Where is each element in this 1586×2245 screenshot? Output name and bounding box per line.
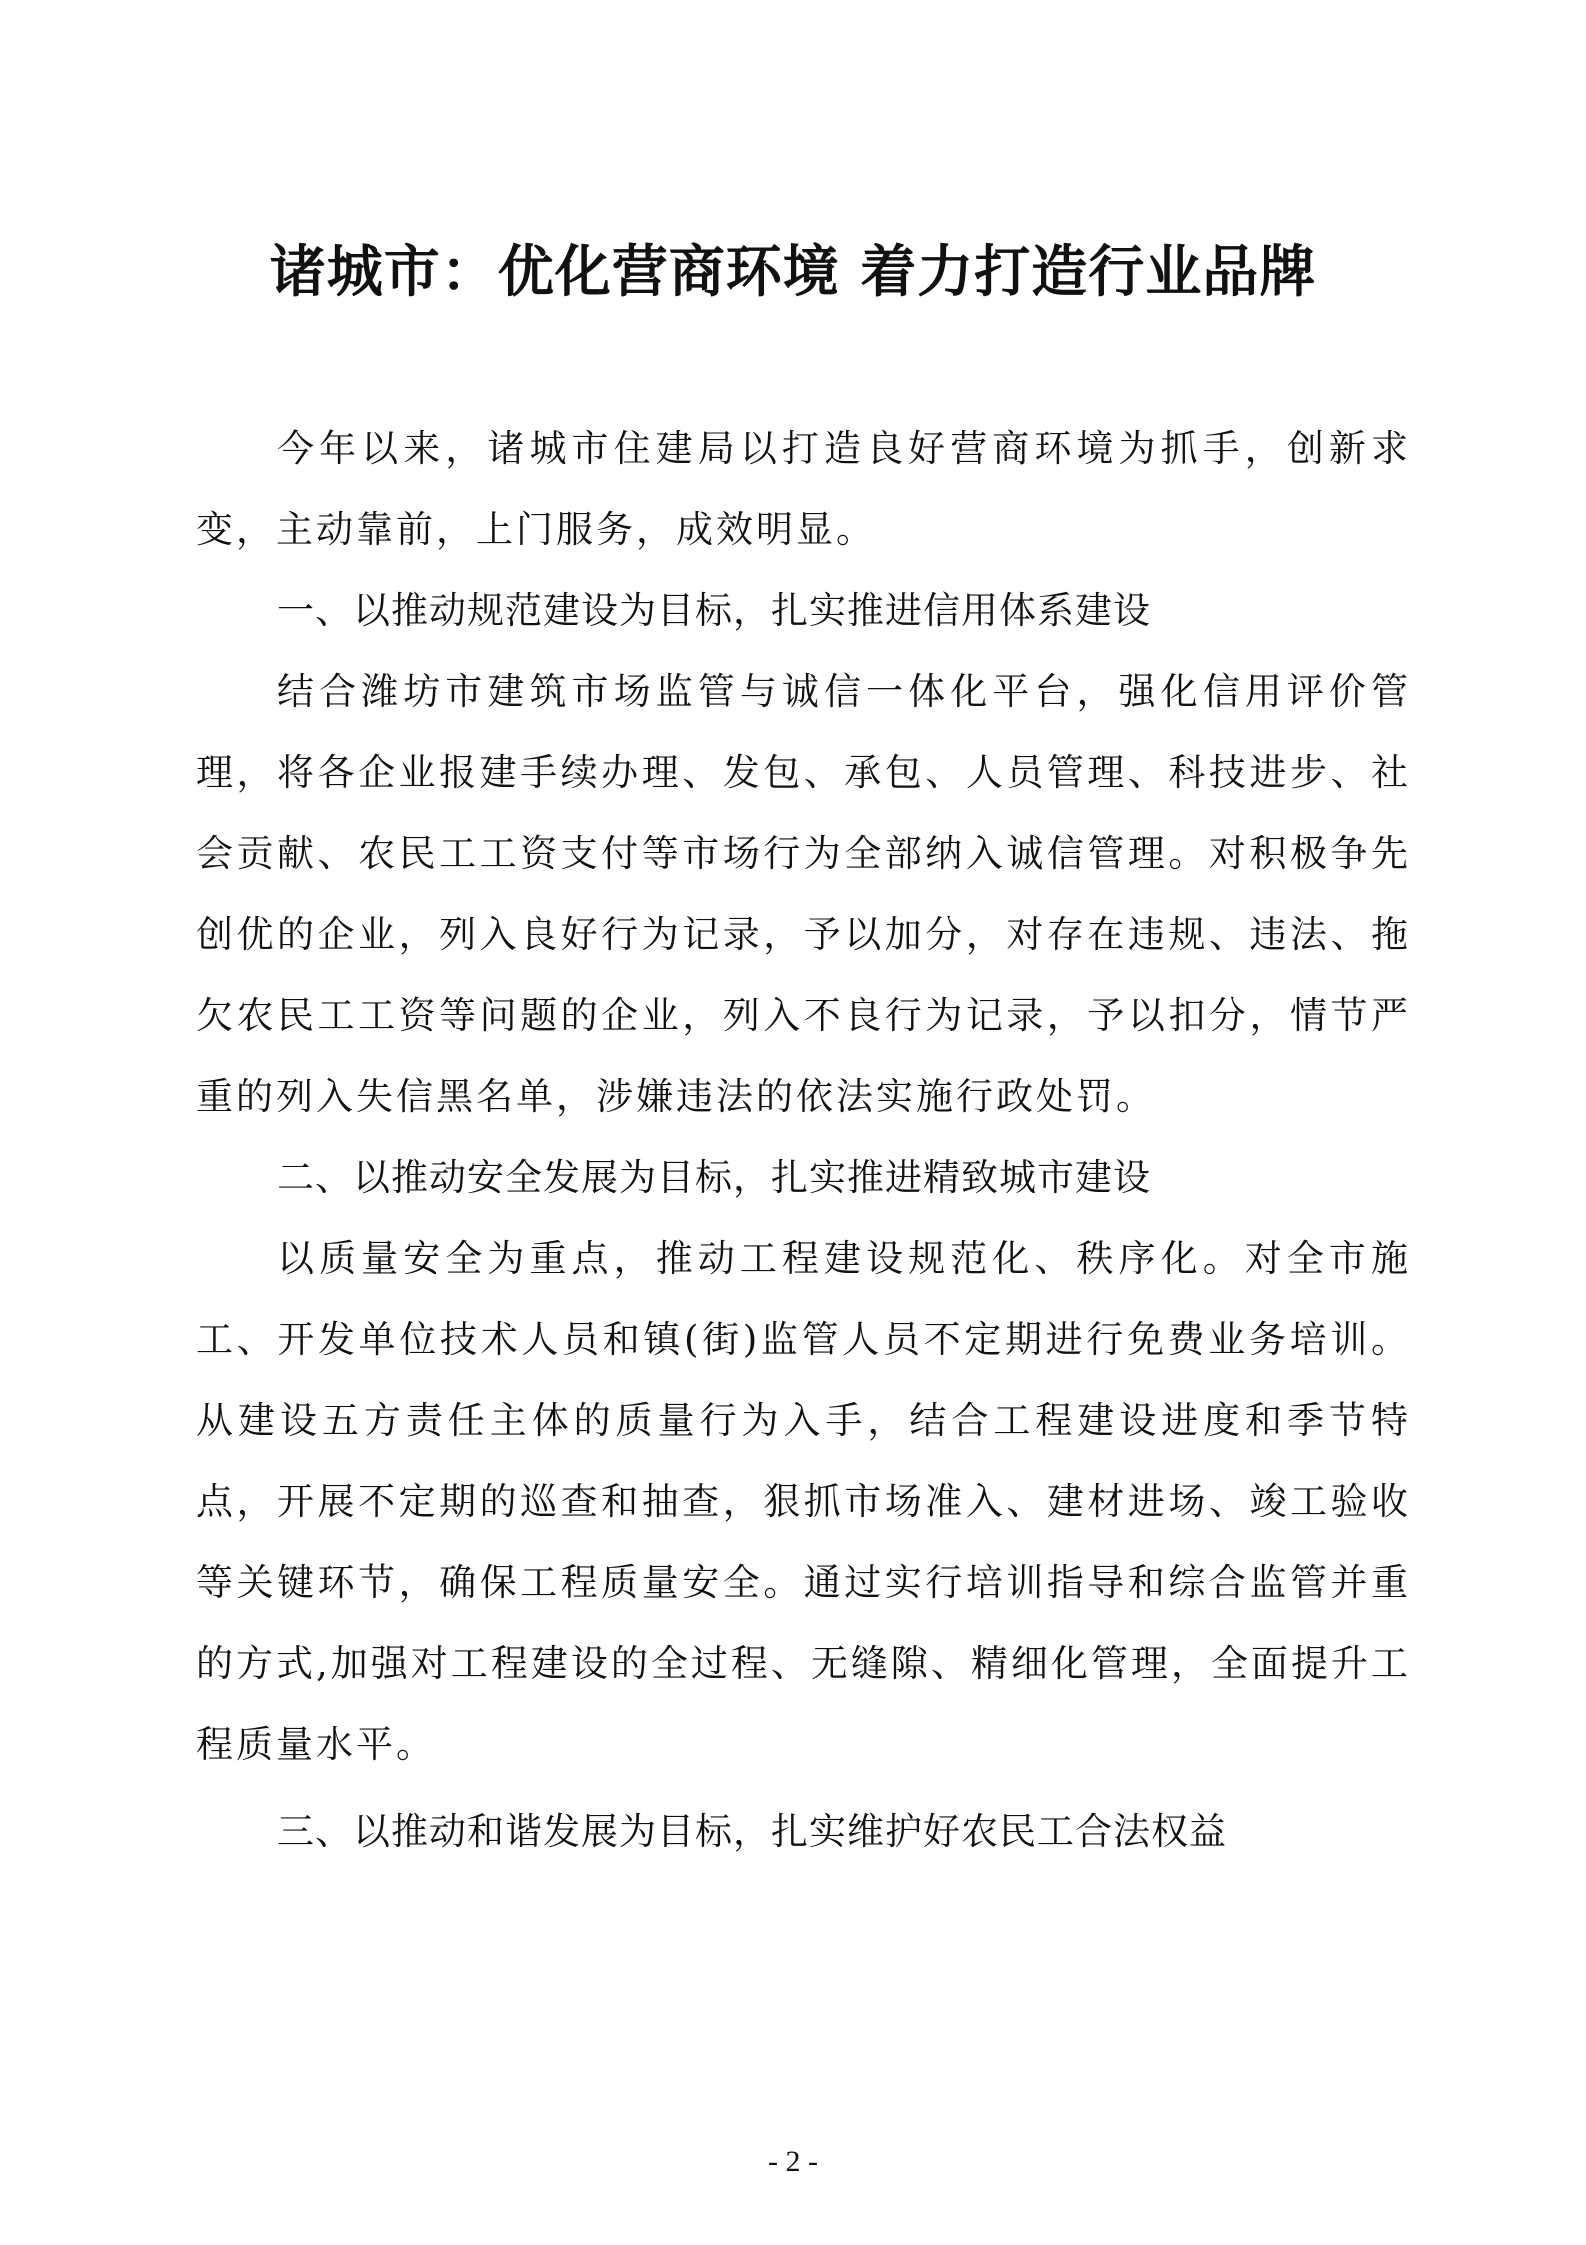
intro-paragraph: 今年以来，诸城市住建局以打造良好营商环境为抓手，创新求变，主动靠前，上门服务，成效明显。 [196,427,1411,551]
section-heading-2: 二、以推动安全发展为目标，扎实推进精致城市建设 [277,1156,1151,1199]
section-heading-1: 一、以推动规范建设为目标，扎实推进信用体系建设 [277,589,1151,632]
page-title: 诸城市：优化营商环境 着力打造行业品牌 [269,239,1317,305]
section-heading-3: 三、以推动和谐发展为目标，扎实维护好农民工合法权益 [277,1810,1227,1853]
document-body [196,408,1411,1872]
page-number: - 2 - [768,2145,818,2178]
section-1-paragraph: 结合潍坊市建筑市场监管与诚信一体化平台，强化信用评价管理，将各企业报建手续办理、发包、承包、人员管理、科技进步、社会贡献、农民工工资支付等市场行为全部纳入诚信管理。对积极争先创优的企业，列入良好行为记录，予以加分，对存在违规、违法、拖欠农民工工资等问题的企业，列入不良行为记录，予以扣分，情节严重的列入失信黑名单，涉嫌违法的依法实施行政处罚。 [196,670,1411,1118]
section-2-paragraph: 以质量安全为重点，推动工程建设规范化、秩序化。对全市施工、开发单位技术人员和镇(街)监管人员不定期进行免费业务培训。从建设五方责任主体的质量行为入手，结合工程建设进度和季节特点，开展不定期的巡查和抽查，狠抓市场准入、建材进场、竣工验收等关键环节，确保工程质量安全。通过实行培训指导和综合监管并重的方式,加强对工程建设的全过程、无缝隙、精细化管理，全面提升工程质量水平。 [196,1237,1411,1766]
